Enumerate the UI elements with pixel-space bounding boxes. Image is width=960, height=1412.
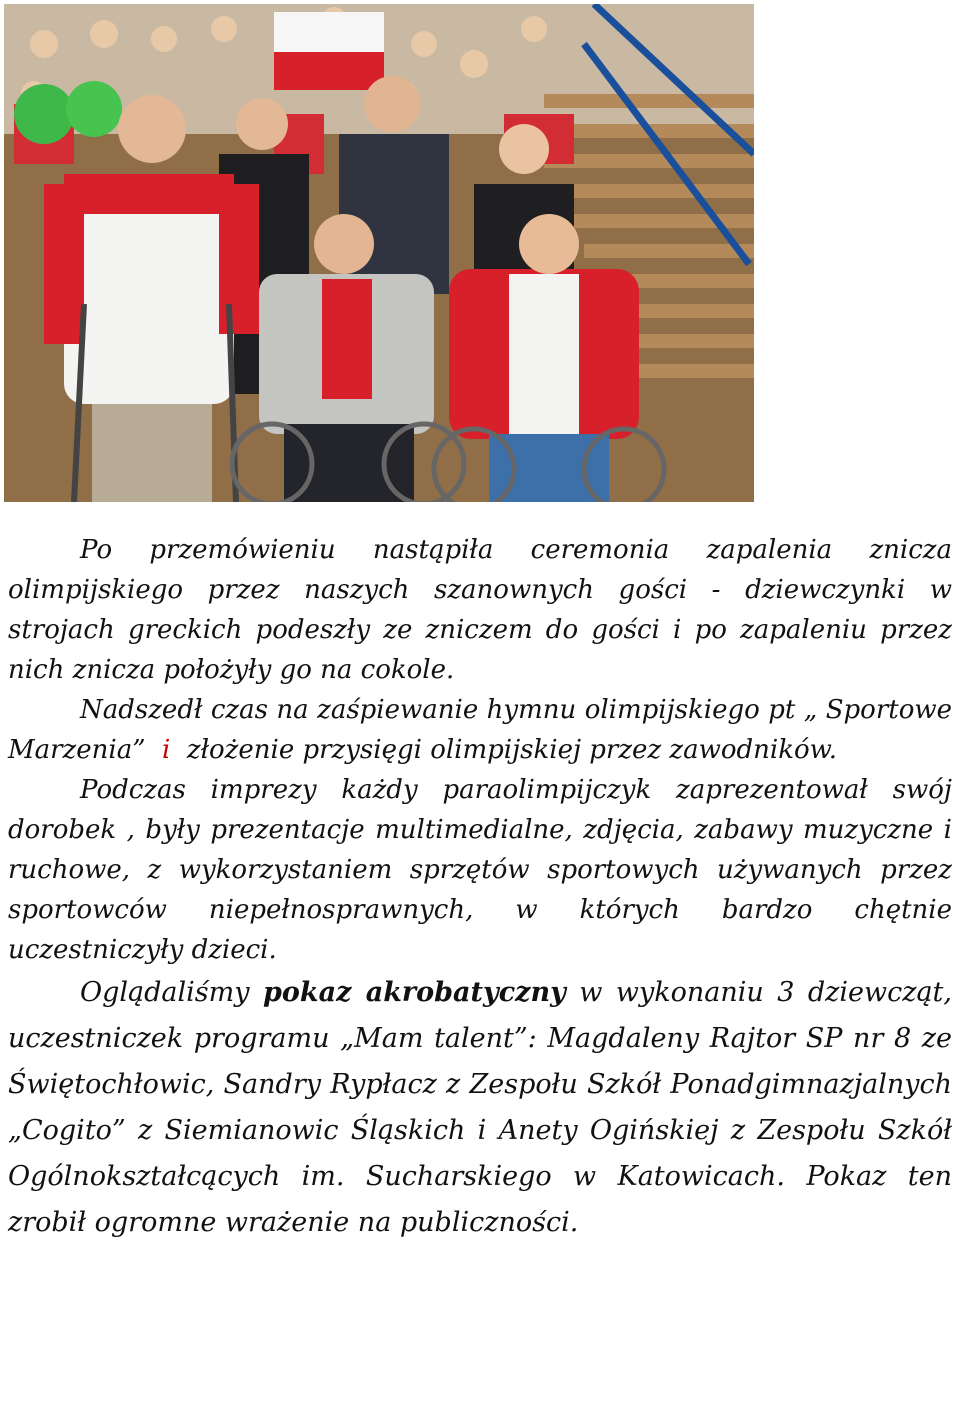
- anthem-text: Nadszedł czas na zaśpiewanie hymnu olimpijskiego pt „ Sportowe Marzenia”: [8, 695, 952, 765]
- acrobatics-lead: Oglądaliśmy: [80, 977, 250, 1008]
- paragraph-presentations: Podczas imprezy każdy paraolimpijczyk zaprezentował swój dorobek , były prezentacje multimedialne, zdjęcia, zabawy muzyczne i ruchowe, z wykorzystaniem sprzętów sportowych używanych przez sportowców niepełnosprawnych, w których bardzo chętnie uczestniczyły dzieci.: [8, 775, 952, 965]
- acrobatics-rest: w wykonaniu 3 dziewcząt, uczestniczek programu „Mam talent”: Magdaleny Rajtor SP nr 8 ze Świętochłowic, Sandry Rypłacz z Zespołu Szkół Ponadgimnazjalnych „Cogito” z Siemianowic Śląskich i Anety Ogińskiej z Zespołu Szkół Ogólnokształcących im. Sucharskiego w Katowicach. Pokaz ten zrobił ogromne wrażenie na publiczności.: [8, 977, 952, 1238]
- anthem-conjunction-red: i: [162, 735, 171, 765]
- paragraph-acrobatics: [8, 970, 952, 1246]
- event-photo-icon: [4, 4, 754, 502]
- article-text: [8, 530, 952, 1246]
- paragraph-ceremony: Po przemówieniu nastąpiła ceremonia zapalenia znicza olimpijskiego przez naszych szanownych gości - dziewczynki w strojach greckich podeszły ze zniczem do gości i po zapaleniu przez nich znicza położyły go na cokole.: [8, 535, 952, 685]
- paragraph-anthem: [8, 690, 952, 770]
- oath-text: złożenie przysięgi olimpijskiej przez zawodników.: [186, 735, 838, 765]
- acrobatics-bold: pokaz akrobatyczny: [263, 977, 566, 1008]
- event-photo: [4, 4, 754, 502]
